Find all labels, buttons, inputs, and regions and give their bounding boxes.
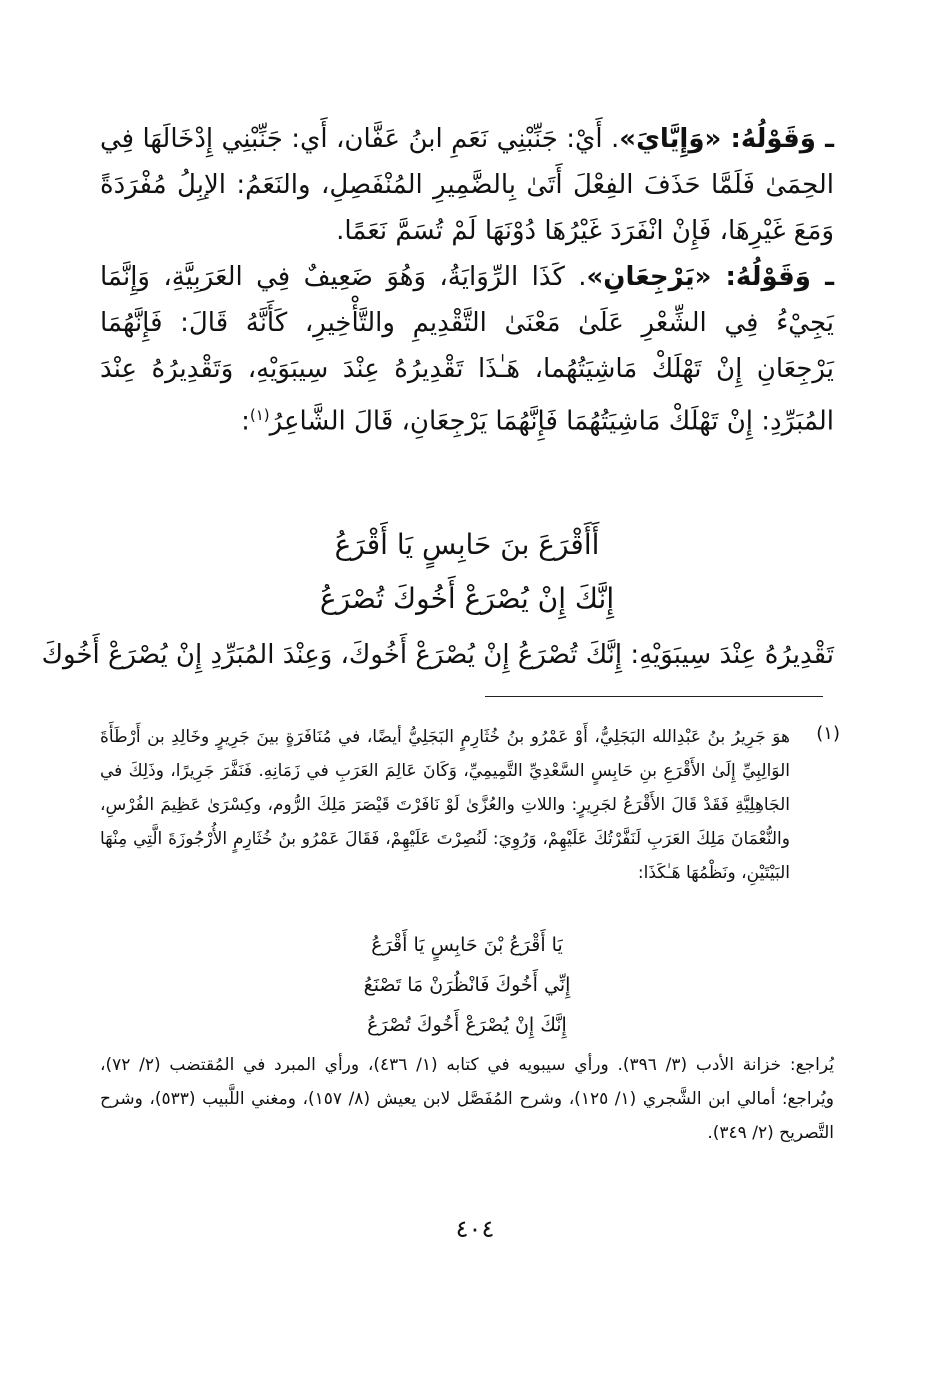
verse-line-1: أَأَقْرَعَ بنَ حَابِسٍ يَا أَقْرَعُ — [334, 528, 600, 561]
footnote-marker: (١) — [816, 723, 840, 744]
footnote-verses — [100, 925, 834, 1045]
paragraph-yarjiaan — [100, 254, 834, 445]
main-text — [100, 116, 834, 445]
paragraph-end: : — [241, 406, 250, 437]
footnote-text: هوَ جَرِيرُ بنُ عَبْدِالله البَجَلِيُّ، أَوْ عَمْرُو بنُ خُثَارِمٍ البَجَلِيُّ أيضًا، في مُنَافَرَةٍ بينَ جَرِيرٍ وخَالِدِ بن أَرْطَأَةَ الوَالِبِيِّ إِلَىٰ الأَقْرَعِ بنِ حَابِسٍ السَّعْدِيِّ التَّمِيمِيِّ، وَكَانَ عَالِمَ العَرَبِ في زَمَانِهِ. فَنَفَّرَ جَرِيرًا، وذَلِكَ في الجَاهِلِيَّةِ فَقَدْ قَالَ الأَقْرَعُ لجَرِيرٍ: واللاتِ والعُزَّىٰ لَوْ نَافَرْتَ قَيْصَرَ مَلِكَ الرُّوم، وكِسْرَىٰ عَظِيمَ الفُرْسِ، والنُّعْمَانَ مَلِكَ العَرَبِ لَنَفَّرْتُكَ عَلَيْهِمْ، وَرُوِيَ: لَنُصِرْتَ عَلَيْهِمْ، فَقَالَ عَمْرُو بنُ خُثَارِمٍ الأُرْجُوزَةَ الَّتِي مِنْهَا البَيْتَيْنِ، ونَظْمُهَا هَـٰكَذَا: — [100, 727, 790, 883]
footnote-references: يُراجع: خزانة الأدب (٣/ ٣٩٦). ورأي سيبويه في كتابه (١/ ٤٣٦)، ورأي المبرد في المُقتضب (٢/ ٧٢)، ويُراجع؛ أمالي ابن الشَّجري (١/ ١٢٥)، وشرح المُفَصَّل لابن يعيش (٨/ ١٥٧)، ومغني اللَّبيب (٥٣٣)، وشرح التَّصريح (٢/ ٣٤٩). — [100, 1055, 834, 1143]
footnote-verse-1: يَا أَقْرَعُ بْنَ حَابِسٍ يَا أَقْرَعُ — [371, 934, 563, 956]
footnote-divider — [485, 696, 823, 697]
footnote-reference[interactable]: (١) — [249, 406, 270, 424]
footnote-verse-2: إِنِّي أَخُوكَ فَانْظُرَنْ مَا تَصْنَعُ — [363, 974, 571, 996]
paragraph-lead: ـ وَقَوْلُهُ: «يَرْجِعَانِ» — [586, 262, 834, 292]
closing-line: تَقْدِيرُهُ عِنْدَ سِيبَوَيْهِ: إِنَّكَ تُصْرَعُ إِنْ يُصْرَعْ أَخُوكَ، وَعِنْدَ المُبَرِّدِ إِنْ يُصْرَعْ أَخُوكَ — [41, 640, 834, 670]
page-number: ٤٠٤ — [455, 1215, 495, 1243]
paragraph-body: . كَذَا الرِّوَايَةُ، وَهُوَ ضَعِيفٌ فِي العَرَبِيَّةِ، وَإِنَّمَا يَجِيْءُ فِي الشِّعْرِ عَلَىٰ مَعْنَىٰ التَّقْدِيمِ والتَّأْخِيرِ، كَأَنَّهُ قَالَ: فَإِنَّهُمَا يَرْجِعَانِ إِنْ تَهْلَكْ مَاشِيَتُهُما، هَـٰذَا تَقْدِيرُهُ عِنْدَ سِيبَوَيْهِ، وَتَقْدِيرُهُ عِنْدَ المُبَرِّدِ: إِنْ تَهْلَكْ مَاشِيَتُهُمَا فَإِنَّهُمَا يَرْجِعَانِ، قَالَ الشَّاعِرُ — [100, 262, 834, 437]
paragraph-body: . أَيْ: جَنِّبْنِي نَعَمِ ابنُ عَفَّان، أَي: جَنِّبْنِي إِدْخَالَهَا فِي الحِمَىٰ فَلَمَّا حَذَفَ الفِعْلَ أَتَىٰ بِالضَّمِيرِ المُنْفَصِلِ، والنَعَمُ: الإبِلُ مُفْرَدَةً وَمَعَ غَيْرِهَا، فَإِنْ انْفَرَدَ غَيْرُهَا دُوْنَهَا لَمْ تُسَمَّ نَعَمًا. — [100, 124, 834, 246]
paragraph-waiyyaya — [100, 116, 834, 254]
verse-line-2: إِنَّكَ إِنْ يُصْرَعْ أَخُوكَ تُصْرَعُ — [319, 582, 615, 615]
footnote-verse-3: إِنَّكَ إِنْ يُصْرَعْ أَخُوكَ تُصْرَعُ — [367, 1014, 567, 1036]
paragraph-lead: ـ وَقَوْلُهُ: «وَإِيَّايَ» — [619, 124, 834, 154]
